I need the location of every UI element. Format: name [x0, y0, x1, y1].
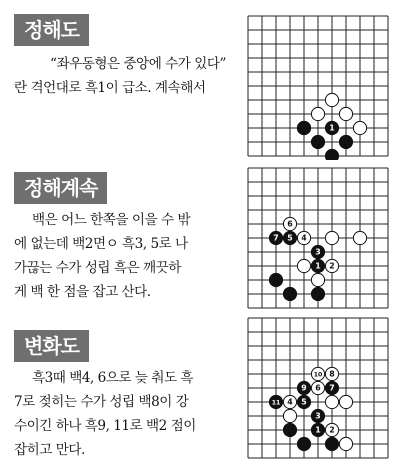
section-text [14, 52, 236, 100]
stone-label: 1 [315, 425, 321, 435]
white-stone [311, 381, 324, 394]
white-stone [325, 367, 338, 380]
white-stone [283, 395, 296, 408]
black-stone [311, 259, 324, 272]
stone-label: 7 [273, 233, 279, 243]
stone-label: 4 [301, 233, 307, 243]
white-stone [311, 367, 324, 380]
section-variation [0, 316, 400, 474]
black-stone [325, 437, 338, 450]
white-stone [311, 273, 324, 286]
text-line: 7로 젖히는 수가 성립 백8이 강 [14, 394, 189, 410]
section-title: 정해계속 [14, 172, 107, 204]
text-line: 에 없는데 백2면ㅇ 흑3, 5로 나 [14, 236, 188, 252]
go-board [240, 314, 398, 468]
black-stone [283, 231, 296, 244]
white-stone [325, 93, 338, 106]
section-title: 변화도 [14, 330, 89, 362]
white-stone [325, 259, 338, 272]
white-stone [297, 259, 310, 272]
stone-label: 8 [329, 369, 335, 379]
black-stone [339, 135, 352, 148]
stone-label: 9 [301, 383, 307, 393]
white-stone [325, 231, 338, 244]
stone-label: 2 [329, 425, 335, 435]
stone-label: 7 [329, 383, 335, 393]
go-board [240, 164, 398, 312]
stone-label: 11 [271, 399, 281, 407]
white-stone [283, 409, 296, 422]
text-line: 흑3때 백4, 6으로 늦 춰도 흑 [32, 370, 194, 386]
black-stone [297, 437, 310, 450]
section-text [14, 208, 236, 304]
black-stone [311, 423, 324, 436]
stone-label: 1 [329, 123, 335, 133]
white-stone [283, 217, 296, 230]
stone-label: 4 [287, 397, 293, 407]
white-stone [353, 231, 366, 244]
text-line: 백은 어느 한쪽을 이을 수 밖 [32, 212, 191, 228]
stone-label: 3 [315, 247, 321, 257]
white-stone [311, 107, 324, 120]
white-stone [339, 107, 352, 120]
stone-label: 2 [329, 261, 335, 271]
white-stone [339, 437, 352, 450]
black-stone [325, 121, 338, 134]
stone-label: 6 [315, 383, 321, 393]
white-stone [325, 395, 338, 408]
section-title: 정해도 [14, 14, 89, 46]
board-svg [240, 12, 398, 160]
stone-label: 10 [313, 371, 323, 379]
black-stone [297, 381, 310, 394]
stone-label: 3 [315, 411, 321, 421]
black-stone [311, 245, 324, 258]
text-line: 게 백 한 점을 잡고 산다. [14, 284, 151, 300]
section-text [14, 366, 236, 462]
black-stone [311, 135, 324, 148]
black-stone [269, 273, 282, 286]
board-svg [240, 164, 398, 312]
black-stone [311, 287, 324, 300]
stone-label: 1 [315, 261, 321, 271]
text-line: 잡히고 만다. [14, 442, 85, 458]
black-stone [269, 231, 282, 244]
white-stone [353, 121, 366, 134]
board-svg [240, 314, 398, 468]
stone-label: 6 [287, 219, 293, 229]
black-stone [283, 287, 296, 300]
black-stone [283, 423, 296, 436]
black-stone [297, 395, 310, 408]
white-stone [339, 395, 352, 408]
black-stone [297, 121, 310, 134]
stone-label: 5 [287, 233, 293, 243]
black-stone [311, 409, 324, 422]
text-line: 란 격언대로 흑1이 급소. 계속해서 [14, 80, 206, 96]
go-board [240, 12, 398, 160]
black-stone [325, 381, 338, 394]
text-line: 수이긴 하나 흑9, 11로 백2 점이 [14, 418, 196, 434]
black-stone [269, 395, 282, 408]
stone-label: 5 [301, 397, 307, 407]
white-stone [297, 231, 310, 244]
section-correct-continued [0, 158, 400, 316]
white-stone [325, 423, 338, 436]
section-correct-answer [0, 0, 400, 158]
text-line: 가끊는 수가 성립 흑은 깨끗하 [14, 260, 181, 276]
text-line: “좌우동형은 중앙에 수가 있다” [50, 56, 226, 72]
